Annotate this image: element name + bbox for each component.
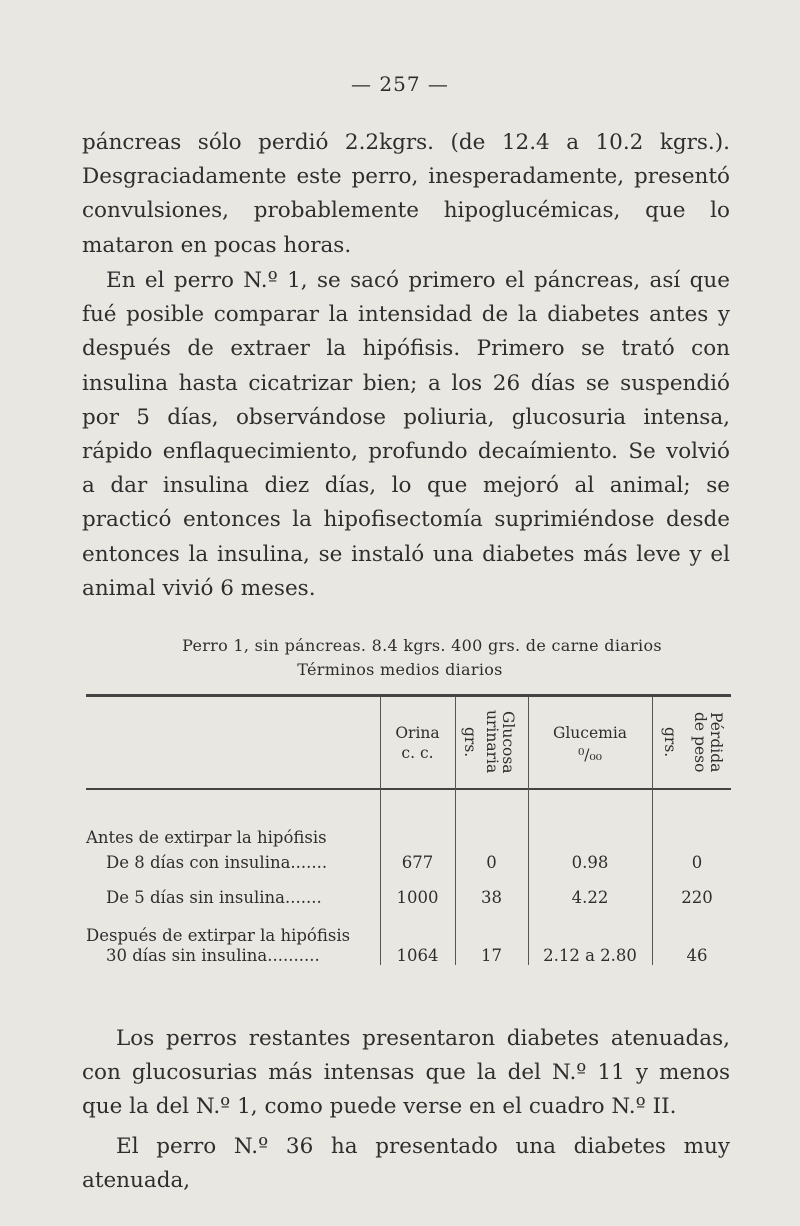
cell-glucemia: 0.98 [571, 853, 609, 872]
header-orina-unit: c. c. [401, 744, 434, 762]
row-label: 30 días sin insulina.......... [106, 946, 320, 965]
row-label: De 8 días con insulina....... [106, 853, 328, 872]
table-top-rule [86, 694, 731, 697]
paragraph-2: En el perro N.º 1, se sacó primero el páncreas, así que fué posible comparar la intensidad de la diabetes antes y después de extraer la hipófisis. Primero se trató con insulina hasta cicatrizar bien; a los 26 días se suspendió por 5 días, observándose poliuria, glucosuria intensa, rápido enflaquecimiento, profundo decaímiento. Se volvió a dar insulina diez días, lo que mejoró al animal; se practicó entonces la hipofisectomía suprimiéndose desde entonces la insulina, se instaló una diabetes más leve y el animal vivió 6 meses. [82, 268, 730, 601]
cell-glucosa: 38 [481, 888, 502, 907]
table-subcaption: Términos medios diarios [297, 660, 503, 679]
cell-perdida: 46 [686, 946, 708, 965]
column-divider [455, 697, 456, 965]
header-perdida: Pérdida de peso [691, 711, 725, 773]
cell-glucosa: 0 [486, 853, 497, 872]
cell-glucosa: 17 [481, 946, 502, 965]
table-header-rule [86, 788, 731, 790]
table-caption: Perro 1, sin páncreas. 8.4 kgrs. 400 grs. de carne diarios [182, 636, 662, 655]
cell-perdida: 0 [691, 853, 703, 872]
cell-orina: 677 [401, 853, 434, 872]
cell-orina: 1000 [396, 888, 439, 907]
cell-glucemia: 4.22 [571, 888, 609, 907]
header-glucosa: Glucosa urinaria [483, 710, 517, 774]
header-perdida-unit: grs. [661, 726, 679, 758]
column-divider [652, 697, 653, 965]
header-orina: Orina [395, 724, 440, 742]
paragraph-1: páncreas sólo perdió 2.2kgrs. (de 12.4 a 10.2 kgrs.). Desgraciadamente este perro, inesperadamente, presentó convulsiones, probablemente hipoglucémicas, que lo mataron en pocas horas. [82, 130, 730, 258]
row-label: De 5 días sin insulina....... [106, 888, 322, 907]
group-title-before: Antes de extirpar la hipófisis [86, 828, 327, 847]
paragraph-3: Los perros restantes presentaron diabetes atenuadas, con glucosurias más intensas que la del N.º 11 y menos que la del N.º 1, como puede verse en el cuadro N.º II. [82, 1026, 730, 1120]
header-glucemia: Glucemia [552, 724, 628, 742]
group-title-after: Después de extirpar la hipófisis [86, 926, 351, 945]
header-glucosa-unit: grs. [461, 726, 479, 758]
cell-glucemia: 2.12 a 2.80 [543, 946, 637, 965]
page-number: — 257 — [351, 72, 449, 96]
cell-orina: 1064 [396, 946, 439, 965]
cell-perdida: 220 [681, 888, 713, 907]
paragraph-4: El perro N.º 36 ha presentado una diabetes muy atenuada, [82, 1134, 730, 1194]
header-glucemia-unit: ⁰/₀₀ [578, 746, 602, 764]
